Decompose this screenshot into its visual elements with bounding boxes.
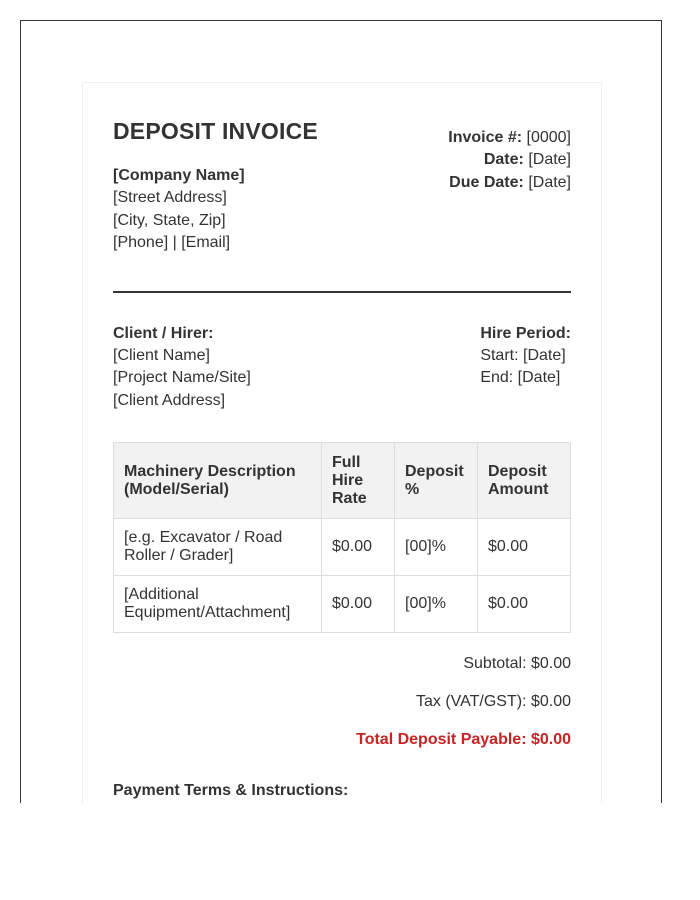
invoice-date-value: [Date] xyxy=(528,151,571,169)
company-street: [Street Address] xyxy=(113,189,227,207)
company-contact: [Phone] | [Email] xyxy=(113,234,231,252)
invoice-content xyxy=(113,113,571,800)
table-row xyxy=(114,519,571,576)
due-date-value: [Date] xyxy=(528,173,571,191)
total-deposit-payable: Total Deposit Payable: $0.00 xyxy=(356,731,571,749)
row-deposit-percent: [00]% xyxy=(395,576,478,633)
row-full-hire-rate: $0.00 xyxy=(322,576,395,633)
invoice-number-label: Invoice #: xyxy=(448,129,523,146)
company-details xyxy=(113,165,318,255)
due-date-label: Due Date: xyxy=(449,173,524,191)
invoice-meta xyxy=(448,127,571,194)
invoice-number-value: [0000] xyxy=(526,129,571,146)
company-name: [Company Name] xyxy=(113,167,245,184)
table-header-row xyxy=(114,443,571,519)
machinery-table xyxy=(113,442,571,633)
hire-period-block xyxy=(480,323,571,413)
row-description: [Additional Equipment/Attachment] xyxy=(114,576,322,633)
client-address: [Client Address] xyxy=(113,391,226,409)
totals-section xyxy=(113,655,571,749)
header-deposit-amount: Deposit Amount xyxy=(478,443,571,519)
company-city: [City, State, Zip] xyxy=(113,211,226,229)
hire-period-start: Start: [Date] xyxy=(480,347,566,365)
subtotal: Subtotal: $0.00 xyxy=(463,655,571,673)
header-deposit-percent: Deposit % xyxy=(395,443,478,519)
client-block xyxy=(113,323,251,413)
client-heading: Client / Hirer: xyxy=(113,324,214,342)
invoice-number-line xyxy=(448,127,571,149)
invoice-page xyxy=(82,82,602,803)
header-divider xyxy=(113,291,571,293)
company-block xyxy=(113,113,318,255)
header-full-hire-rate: Full Hire Rate xyxy=(322,443,395,519)
tax-total: Tax (VAT/GST): $0.00 xyxy=(415,693,571,711)
hire-period-heading: Hire Period: xyxy=(480,324,571,342)
client-project: [Project Name/Site] xyxy=(113,369,251,387)
invoice-date-label: Date: xyxy=(483,151,524,169)
document-viewport xyxy=(20,20,662,803)
invoice-date-line xyxy=(448,149,571,171)
invoice-header xyxy=(113,113,571,255)
row-deposit-amount: $0.00 xyxy=(478,519,571,576)
row-deposit-percent: [00]% xyxy=(395,519,478,576)
row-description: [e.g. Excavator / Road Roller / Grader] xyxy=(114,519,322,576)
parties-section xyxy=(113,323,571,413)
payment-terms-heading: Payment Terms & Instructions: xyxy=(113,782,349,800)
header-description: Machinery Description (Model/Serial) xyxy=(114,443,322,519)
due-date-line xyxy=(448,172,571,194)
hire-period-end: End: [Date] xyxy=(480,369,561,387)
row-deposit-amount: $0.00 xyxy=(478,576,571,633)
table-row xyxy=(114,576,571,633)
invoice-title: DEPOSIT INVOICE xyxy=(113,118,318,144)
client-name: [Client Name] xyxy=(113,347,210,365)
row-full-hire-rate: $0.00 xyxy=(322,519,395,576)
